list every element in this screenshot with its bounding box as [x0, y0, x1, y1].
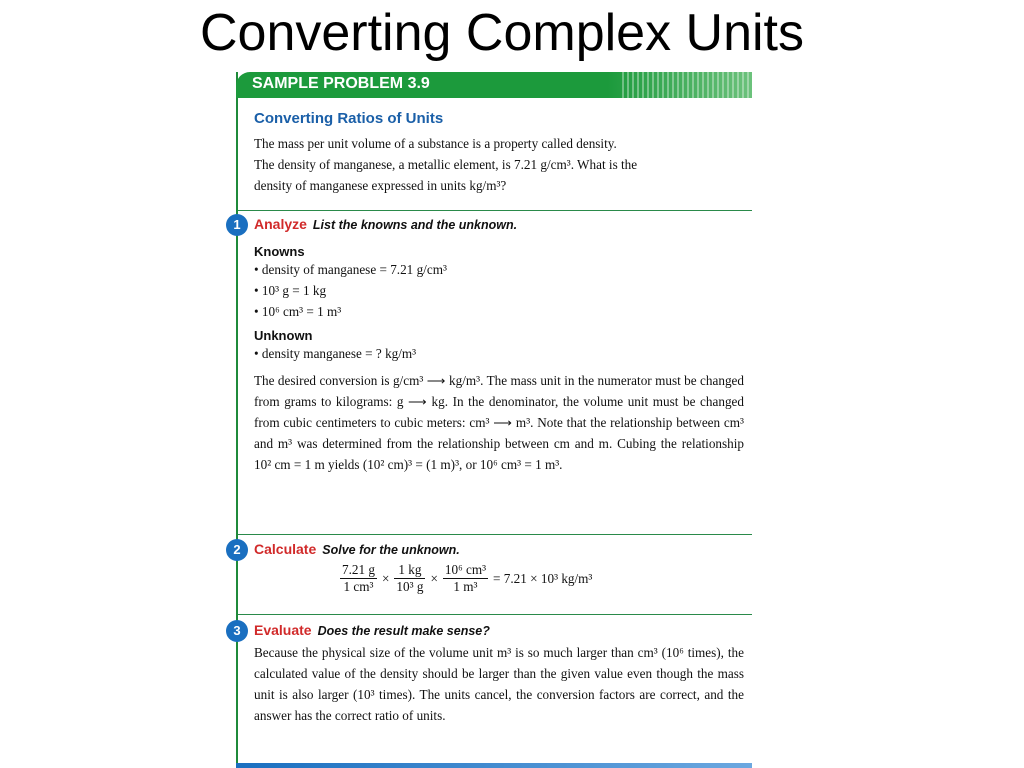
- calculation-equation: [338, 562, 595, 602]
- analyze-instruction: List the knowns and the unknown.: [312, 218, 518, 232]
- knowns-label: Knowns: [254, 244, 305, 259]
- knowns-section: [254, 244, 744, 475]
- calculate-instruction: Solve for the unknown.: [322, 543, 460, 557]
- sample-problem-panel: [233, 72, 750, 768]
- times-sign: ×: [381, 570, 390, 586]
- fraction-3-numerator: 10⁶ cm³: [444, 562, 487, 577]
- divider: [238, 614, 752, 615]
- panel-bottom-strip: [236, 763, 752, 768]
- fraction-1-denominator: 1 cm³: [343, 579, 374, 594]
- intro-line: The density of manganese, a metallic element, is 7.21 g/cm³. What is the: [254, 157, 638, 172]
- equation-result: = 7.21 × 10³ kg/m³: [493, 570, 593, 586]
- unknown-label: Unknown: [254, 328, 313, 343]
- evaluate-heading: [254, 622, 490, 640]
- calculate-heading: [254, 541, 460, 559]
- times-sign: ×: [430, 570, 438, 586]
- step-2-icon: 2: [226, 539, 248, 561]
- banner-title: SAMPLE PROBLEM 3.9: [252, 75, 430, 92]
- intro-section: [254, 110, 744, 196]
- fraction-2: [394, 562, 425, 595]
- intro-line: density of manganese expressed in units kg/m³?: [254, 178, 507, 193]
- fraction-3: [443, 562, 488, 595]
- known-item: • 10⁶ cm³ = 1 m³: [254, 304, 342, 319]
- slide-title: Converting Complex Units: [199, 4, 805, 62]
- fraction-3-denominator: 1 m³: [453, 579, 478, 594]
- known-item: • density of manganese = 7.21 g/cm³: [254, 262, 447, 277]
- banner: [236, 72, 752, 98]
- evaluate-text: Because the physical size of the volume unit m³ is so much larger than cm³ (10⁶ times), the calculated value of the density should be larger than the given value even though the mass unit is also larger (10³ times). The units cancel, the conversion factors are correct, and the answer has the correct ratio of units.: [254, 645, 744, 723]
- divider: [238, 534, 752, 535]
- known-item: • 10³ g = 1 kg: [254, 283, 327, 298]
- fraction-2-numerator: 1 kg: [394, 562, 425, 579]
- evaluate-instruction: Does the result make sense?: [317, 624, 490, 638]
- analyze-heading: [254, 216, 517, 234]
- fraction-2-denominator: 10³ g: [396, 579, 424, 594]
- calculate-label: Calculate: [254, 541, 317, 557]
- analyze-label: Analyze: [254, 216, 307, 232]
- evaluate-section: [254, 642, 744, 726]
- intro-text: [254, 133, 744, 196]
- intro-line: The mass per unit volume of a substance is a property called density.: [254, 136, 617, 151]
- fraction-1: [340, 562, 377, 595]
- analyze-explanation: The desired conversion is g/cm³ ⟶ kg/m³. The mass unit in the numerator must be changed from grams to kilograms: g ⟶ kg. In the denominator, the volume unit must be changed from cubic centimeters to cubic meters: cm³ ⟶ m³. Note that the relationship between cm³ and m³ was determined from the relationship between cm and m. Cubing the relationship 10² cm = 1 m yields (10² cm)³ = (1 m)³, or 10⁶ cm³ = 1 m³.: [254, 373, 744, 472]
- step-3-icon: 3: [226, 620, 248, 642]
- evaluate-label: Evaluate: [254, 622, 312, 638]
- divider: [238, 210, 752, 211]
- problem-subtitle: Converting Ratios of Units: [254, 110, 444, 127]
- step-1-icon: 1: [226, 214, 248, 236]
- unknown-item: • density manganese = ? kg/m³: [254, 346, 417, 361]
- fraction-1-numerator: 7.21 g: [342, 562, 375, 577]
